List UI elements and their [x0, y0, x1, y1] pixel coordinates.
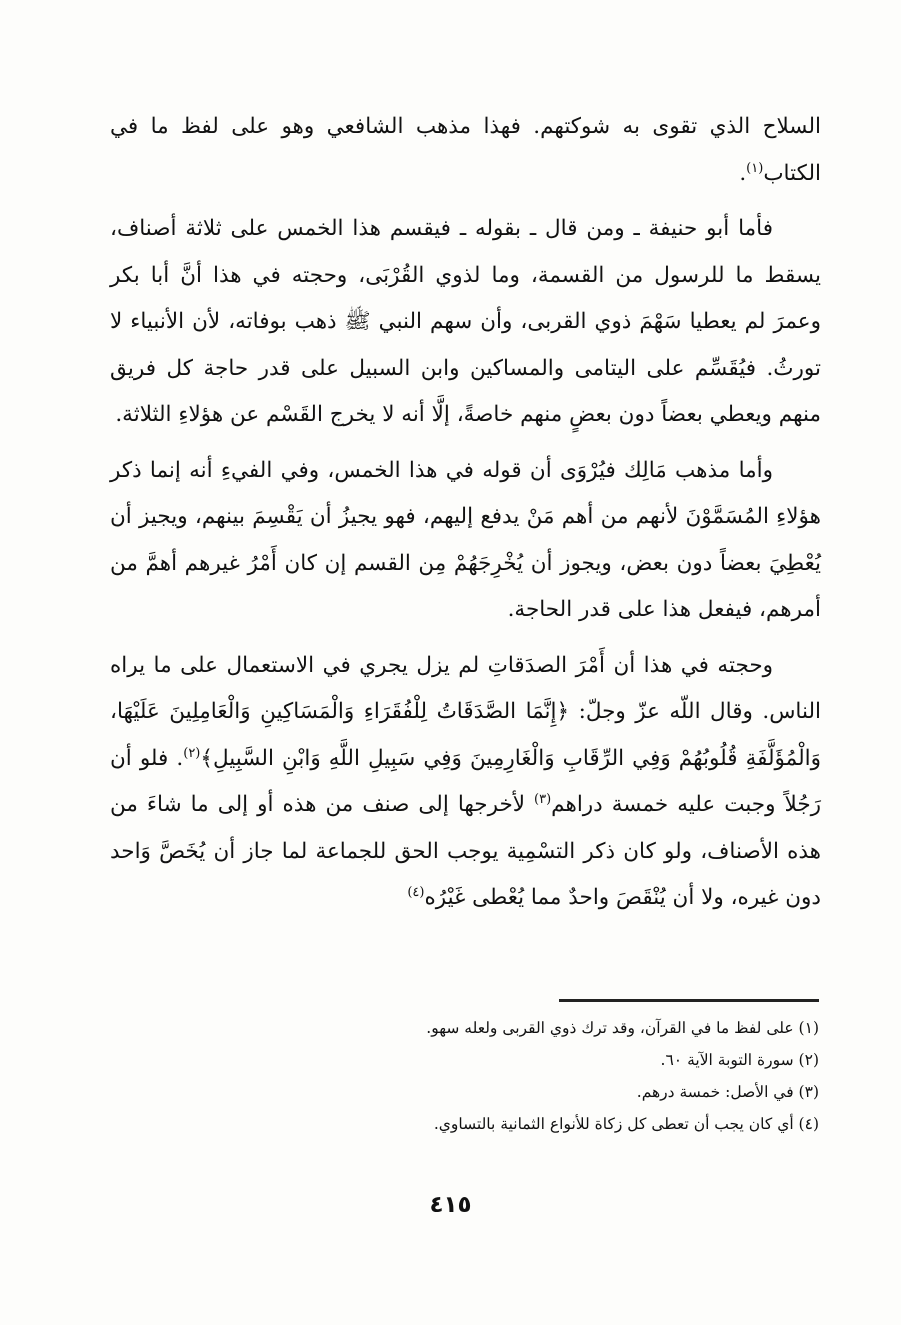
- footnotes: [110, 1012, 819, 1140]
- footnote-ref-3: (٣): [534, 791, 552, 807]
- footnote-1: (١) على لفظ ما في القرآن، وقد ترك ذوي القربى ولعله سهو.: [426, 1019, 819, 1037]
- paragraph-3: وأما مذهب مَالِك فيُرْوَى أن قوله في هذا الخمس، وفي الفيءِ أنه إنما ذكر هؤلاءِ المُسَمَّوْنَ لأنهم من أهم مَنْ يدفع إليهم، فهو يجيزُ أن يَقْسِمَ بينهم، ويجيز أن يُعْطِيَ بعضاً دون بعض، ويجوز أن يُخْرِجَهُمْ مِن القسم إن كان أَمْرُ غيرهم أهمَّ من أمرهم، فيفعل هذا على قدر الحاجة.: [110, 457, 821, 622]
- paragraph-4: [110, 643, 821, 922]
- paragraph-4-text-b: . فلو أن رَجُلاً وجبت عليه خمسة دراهم: [110, 745, 821, 817]
- paragraph-4-text-c: لأخرجها إلى صنف من هذه أو إلى ما شاءَ من هذه الأصناف، ولو كان ذكر التسْمِية يوجب الحق للجماعة لما جاز أن يُخَصَّ وَاحد دون غيره، ولا أن يُنْقَصَ واحدٌ مما يُعْطى غَيْرُه: [110, 792, 821, 910]
- footnote-separator: [559, 999, 819, 1002]
- paragraph-1-end: .: [739, 160, 747, 186]
- footnote-ref-2: (٢): [183, 745, 201, 761]
- footnote-ref-4: (٤): [407, 884, 425, 900]
- page-number: ٤١٥: [429, 1192, 472, 1218]
- main-text: [110, 104, 821, 931]
- paragraph-1-text: السلاح الذي تقوى به شوكتهم. فهذا مذهب الشافعي وهو على لفظ ما في الكتاب: [110, 114, 821, 186]
- footnote-2: (٢) سورة التوبة الآية ٦٠.: [660, 1051, 819, 1069]
- paragraph-2: فأما أبو حنيفة ـ ومن قال ـ بقوله ـ فيقسم هذا الخمس على ثلاثة أصناف، يسقط ما للرسول من القسمة، وما لذوي القُرْبَى، وحجته في هذا أنَّ أبا بكر وعمرَ لم يعطيا سَهْمَ ذوي القربى، وأن سهم النبي ﷺ ذهب بوفاته، لأن الأنبياء لا تورثُ. فيُقَسِّم على اليتامى والمساكين وابن السبيل على قدر حاجة كل فريق منهم ويعطي بعضاً دون بعضٍ منهم خاصةً، إلَّا أنه لا يخرج القَسْم عن هؤلاءِ الثلاثة.: [110, 216, 821, 427]
- footnote-4: (٤) أي كان يجب أن تعطى كل زكاة للأنواع الثمانية بالتساوي.: [433, 1115, 819, 1133]
- footnote-ref-1: (١): [746, 160, 764, 176]
- paragraph-4-text-a: وحجته في هذا أن أَمْرَ الصدَقاتِ لم يزل يجري في الاستعمال على ما يراه الناس. وقال اللّه عزّ وجلّ: ﴿إِنَّمَا الصَّدَقَاتُ لِلْفُقَرَاءِ وَالْمَسَاكِينِ وَالْعَامِلِينَ عَلَيْهَا، وَالْمُؤَلَّفَةِ قُلُوبُهُمْ وَفِي الرِّقَابِ وَالْغَارِمِينَ وَفِي سَبِيلِ اللَّهِ وَابْنِ السَّبِيلِ﴾: [110, 652, 821, 771]
- footnote-3: (٣) في الأصل: خمسة درهم.: [636, 1083, 819, 1101]
- paragraph-1: [110, 104, 821, 197]
